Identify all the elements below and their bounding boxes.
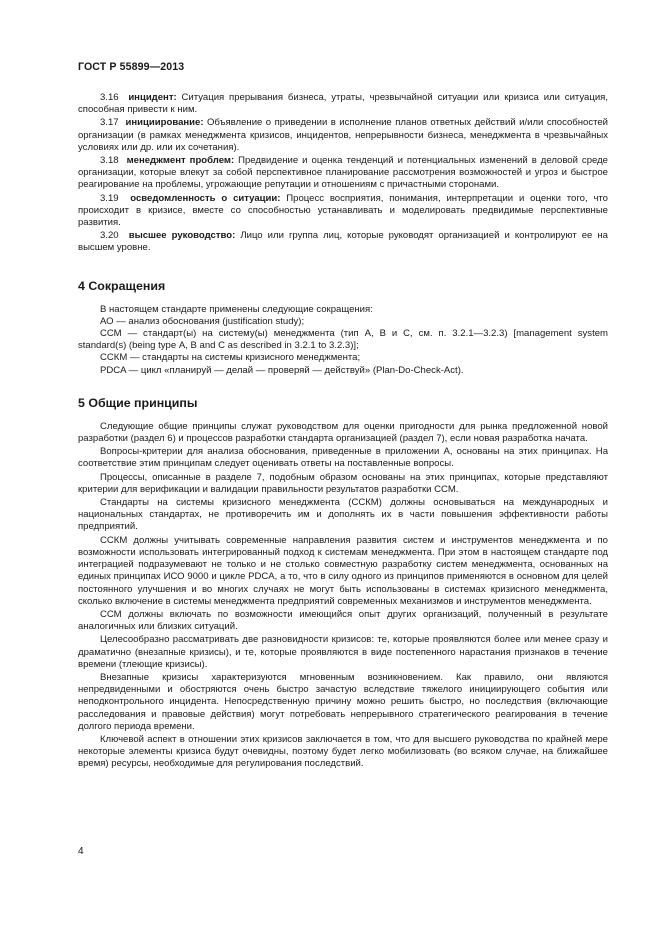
abbreviation-item: PDCA — цикл «планируй — делай — проверяй — действуй» (Plan-Do-Check-Act). — [100, 364, 464, 376]
term-definition: Объявление о приведении в исполнение планов ответных действий и/или способностей организации (в рамках менеджмента кризисов, инцидентов, непрерывности бизнеса, менеджмента в чрезвычайных условиях или др. или их сочетания). — [78, 117, 608, 153]
term-definition: Процесс восприятия, понимания, интерпретации и оценки того, что происходит в кризисе, вместе со способностью устанавливать и моделировать предвидимые перспективные развития. — [78, 192, 608, 229]
term-name: высшее руководство: — [128, 230, 236, 242]
term-definition: Ситуация прерывания бизнеса, утраты, чрезвычайной ситуации или кризиса или ситуация, способная привести к ним. — [78, 92, 608, 116]
term-number: 3.16 — [100, 92, 119, 103]
paragraph: Стандарты на системы кризисного менеджмента (ССКМ) должны основываться на международных и национальных стандартах, не противоречить им и дополнять их в части повышения эффективности работы предприятий. — [78, 497, 608, 533]
paragraph: Следующие общие принципы служат руководством для оценки пригодности для рынка предложенной новой разработки (раздел 6) и процессов разработки стандарта организацией (раздел 7), если новая разработка начата. — [78, 420, 608, 445]
term-3-20 — [78, 230, 608, 254]
term-definition: Предвидение и оценка тенденций и потенциальных изменений в деловой среде организации, которые влекут за собой перспективное планирование рассмотрения возможностей и угроз и быстрое реагирование на проблемы, угрожающие репутации и отношениям с причастными сторонами. — [78, 155, 608, 191]
abbreviation-item: ССМ — стандарт(ы) на систему(ы) менеджмента (тип А, В и С, см. п. 3.2.1—3.2.3) [management system standard(s) (being type А, В and С as described in 3.2.1 to 3.2.3)]; — [78, 328, 608, 352]
term-3-17 — [78, 117, 608, 154]
paragraph: Процессы, описанные в разделе 7, подобным образом основаны на этих принципах, которые представляют критерии для верификации и валидации правильности результатов разработки ССМ. — [78, 471, 608, 495]
term-name: осведомленность о ситуации: — [130, 192, 281, 204]
terms-list — [78, 92, 608, 255]
term-3-16 — [78, 92, 608, 116]
term-definition: Лицо или группа лиц, которые руководят организацией и контролируют ее на высшем уровне. — [78, 230, 608, 254]
principles-text — [78, 421, 608, 771]
abbreviation-item: АО — анализ обоснования (justification study); — [100, 315, 305, 327]
term-name: менеджмент проблем: — [126, 155, 235, 167]
standard-header: ГОСТ Р 55899—2013 — [78, 61, 185, 73]
abbreviations-intro: В настоящем стандарте применены следующие сокращения: — [100, 303, 373, 315]
abbreviation-item: ССКМ — стандарты на системы кризисного менеджмента; — [100, 352, 361, 364]
abbreviations-list — [78, 304, 608, 377]
term-number: 3.20 — [100, 230, 119, 242]
term-name: инициирование: — [125, 117, 204, 129]
page-content — [78, 92, 608, 771]
paragraph: Вопросы-критерии для анализа обоснования, приведенные в приложении А, основаны на этих принципах. На соответствие этим принципам следует оценивать ответы на поставленные вопросы. — [78, 446, 608, 470]
paragraph: ССМ должны включать по возможности имеющийся опыт других организаций, полученный в результате аналогичных или близких ситуаций. — [78, 608, 608, 633]
paragraph: Внезапные кризисы характеризуются мгновенным возникновением. Как правило, они являются непредвиденными и обостряются очень быстро зачастую вследствие тяжелого инициирующего события или неподконтрольного инцидента. Непосредственную причину можно решить быстро, но последствия (включающие расследования и правовые действия) могут потребовать непрерывного стратегического реагирования в течение долгого периода времени. — [78, 671, 608, 732]
term-3-19 — [78, 193, 608, 230]
term-number: 3.17 — [100, 117, 119, 129]
term-number: 3.18 — [100, 155, 119, 167]
paragraph: Целесообразно рассматривать две разновидности кризисов: те, которые проявляются более или менее сразу и драматично (внезапные кризисы), и те, которые проявляются в виде постепенного нарастания признаков в течение времени (тлеющие кризисы). — [78, 634, 608, 670]
paragraph: ССКМ должны учитывать современные направления развития систем и инструментов менеджмента и по возможности использовать интегрированный подход к системам менеджмента. При этом в настоящем стандарте под интеграцией подразумевают не только и не столько совместную разработку систем менеджмента, основанных на единых принципах ИСО 9000 и цикле PDCA, а то, что в силу одного из принципов применяются в основном для целей постоянного улучшения и во многих случаях не могут быть использованы в системах кризисного менеджмента, сколько включение в системы менеджмента предприятий современных механизмов и инструментов менеджмента. — [78, 534, 608, 607]
section-5-heading: 5 Общие принципы — [78, 395, 198, 410]
page-number: 4 — [78, 846, 84, 857]
paragraph: Ключевой аспект в отношении этих кризисов заключается в том, что для высшего руководства по крайней мере некоторые элементы кризиса будут очевидны, поэтому будет легко мобилизовать (во всяком случае, на ближайшее время) ресурсы, необходимые для регулирования последствий. — [78, 733, 608, 770]
term-3-18 — [78, 155, 608, 192]
term-name: инцидент: — [128, 92, 177, 103]
term-number: 3.19 — [100, 192, 119, 204]
section-4-heading: 4 Сокращения — [78, 278, 166, 293]
